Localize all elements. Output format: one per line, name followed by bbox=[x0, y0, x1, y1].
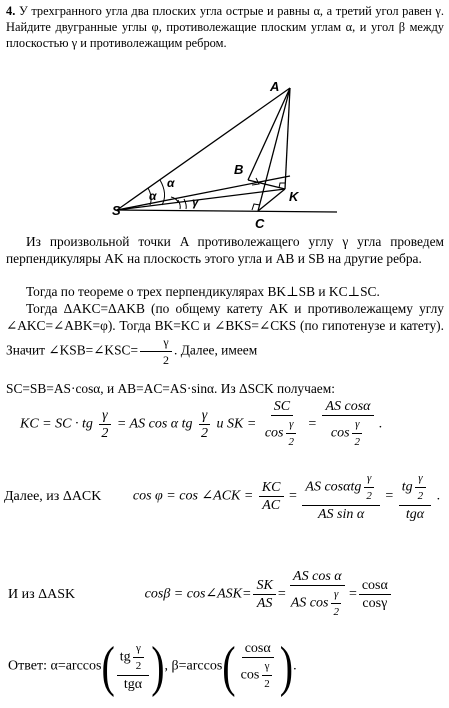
eq2-frac-1-num: KC bbox=[259, 479, 284, 497]
eq1-cos-2: cos bbox=[330, 425, 350, 441]
answer-frac-2-den bbox=[238, 658, 278, 693]
eq1-inner-den: 2 bbox=[288, 436, 294, 448]
eq1-inner-num: γ bbox=[286, 416, 296, 434]
eq1-frac-4-den bbox=[328, 416, 368, 451]
eq2-inner2-den: 2 bbox=[417, 490, 424, 502]
eq2-frac-3 bbox=[399, 470, 431, 523]
answer-frac-1-num bbox=[117, 640, 149, 676]
eq3-frac-2 bbox=[288, 568, 347, 621]
label-gamma: γ bbox=[192, 195, 199, 209]
fraction-gamma-half bbox=[140, 334, 172, 369]
answer-paren-open-2: ( bbox=[222, 634, 236, 698]
solution-paragraph-4: SC=SB=AS·cosα, и AB=AC=AS·sinα. Из ΔSCK получаем: bbox=[6, 381, 335, 396]
eq2-inner2-num: γ bbox=[415, 470, 425, 488]
answer-inner-1-num: γ bbox=[133, 640, 144, 658]
solution-p3-text: Тогда ΔAKC=ΔAKB (по общему катету AK и противолежащему углу ∠AKC=∠ABK=φ). Тогда BK=KC и ∠BKS=∠CKS (по гипотенузе и катету). Значит ∠KSB=∠KSC= bbox=[6, 301, 444, 358]
label-a: A bbox=[270, 79, 280, 94]
eq2-inner-num: γ bbox=[364, 470, 374, 488]
solution-paragraph-2: Тогда по теореме о трех перпендикулярах BK⊥SB и KC⊥SC. bbox=[26, 284, 380, 299]
label-s: S bbox=[112, 203, 121, 218]
eq3-frac-1-den: AS bbox=[256, 596, 273, 611]
eq1-part-b: = AS cos α tg bbox=[116, 416, 193, 432]
eq1-inner2-den: 2 bbox=[354, 436, 361, 448]
eq3-inner-frac bbox=[330, 586, 342, 621]
eq3-frac-1 bbox=[253, 577, 275, 612]
eq1-frac-3-inner bbox=[285, 416, 297, 451]
eq1-frac-2-den: 2 bbox=[201, 426, 209, 441]
answer-inner-2-den: 2 bbox=[264, 678, 270, 690]
answer-lead: Ответ: α=arccos bbox=[8, 658, 102, 674]
problem-statement bbox=[6, 3, 444, 51]
fraction-den: 2 bbox=[163, 353, 170, 367]
answer-paren-close-1: ) bbox=[151, 634, 165, 698]
eq1-frac-3-num: SC bbox=[271, 398, 293, 416]
eq1-equals: = bbox=[307, 416, 317, 432]
trihedral-angle-figure bbox=[0, 75, 449, 235]
answer-inner-1 bbox=[133, 640, 145, 675]
eq2-inner-den: 2 bbox=[366, 490, 372, 502]
label-alpha-1: α bbox=[167, 176, 175, 190]
answer-paren-close-2: ) bbox=[279, 634, 294, 698]
equation-cos-phi: Далее, из ΔACK cos φ = cos ∠ACK = $\frac{KC}{AC}$ = AS cosαtg $\frac{\gamma}{2}$ AS sin α = tg $\frac{\gamma}{2}$ tgα . bbox=[4, 472, 441, 522]
answer-end: . bbox=[293, 658, 297, 674]
answer-inner-1-den: 2 bbox=[135, 660, 142, 672]
label-b: B bbox=[234, 162, 244, 177]
label-alpha-2: α bbox=[149, 189, 157, 203]
eq1-frac-4-inner bbox=[352, 416, 364, 451]
solution-paragraph-3 bbox=[6, 301, 444, 369]
eq3-den-text: AS cos bbox=[290, 595, 329, 611]
eq1-end: . bbox=[379, 416, 383, 432]
answer-frac-2 bbox=[238, 640, 278, 693]
edge-sb bbox=[117, 176, 290, 210]
eq1-frac-1 bbox=[98, 407, 111, 442]
answer bbox=[8, 634, 297, 698]
eq3-frac-3-num: cosα bbox=[359, 577, 391, 595]
equation-cos-beta: И из ΔASK cosβ = cos∠ASK= $\frac{SK}{AS}$ = AS cos α AS cos $\frac{\gamma}{2}$ = $\frac{\cos\alpha}{\cos\gamma}$ bbox=[8, 568, 393, 621]
eq3-frac-2-den bbox=[288, 586, 347, 621]
eq2-frac-3-den: tgα bbox=[405, 507, 425, 522]
label-k: K bbox=[289, 189, 299, 204]
fraction-num: γ bbox=[140, 334, 171, 352]
answer-inner-2 bbox=[261, 658, 273, 693]
eq1-frac-1-num: γ bbox=[99, 407, 111, 425]
eq2-frac-2 bbox=[302, 470, 379, 523]
answer-frac-1 bbox=[117, 640, 149, 693]
eq1-frac-4 bbox=[322, 398, 373, 451]
answer-inner-2-num: γ bbox=[262, 658, 273, 676]
eq1-frac-3-den bbox=[262, 416, 302, 451]
eq1-frac-4-num: AS cosα bbox=[322, 398, 373, 416]
eq1-frac-1-den: 2 bbox=[101, 426, 109, 441]
eq1-frac-2 bbox=[198, 407, 211, 442]
eq2-frac-3-num bbox=[399, 470, 431, 506]
answer-paren-open-1: ( bbox=[101, 634, 115, 698]
eq1-inner2-num: γ bbox=[352, 416, 362, 434]
eq2-frac-1-den: AC bbox=[262, 498, 281, 513]
eq2-lead: Далее, из ΔACK bbox=[4, 488, 102, 504]
solution-p3-end: . Далее, имеем bbox=[174, 342, 258, 358]
eq2-frac-2-num bbox=[302, 470, 379, 506]
eq3-frac-2-num: AS cos α bbox=[290, 568, 345, 586]
answer-frac-1-den: tgα bbox=[123, 677, 143, 692]
eq2-end: . bbox=[436, 488, 441, 504]
eq1-frac-2-num: γ bbox=[199, 407, 211, 425]
eq3-lead: И из ΔASK bbox=[8, 586, 76, 602]
equation-kc-sk bbox=[20, 398, 383, 451]
problem-text: У трехгранного угла два плоских угла острые и равны α, а третий угол равен γ. Найдите двугранные углы φ, противолежащие плоским углам α, и угол β между плоскостью γ и противолежащим ребром. bbox=[6, 4, 444, 50]
eq2-inner-frac-2 bbox=[415, 470, 427, 505]
eq1-part-a: KC = SC · tg bbox=[20, 416, 93, 432]
eq2-tg: tg bbox=[401, 479, 413, 495]
label-c: C bbox=[255, 216, 265, 231]
edge-sc bbox=[117, 210, 337, 212]
answer-mid: , β=arccos bbox=[164, 658, 223, 674]
eq2-frac-2-den: AS sin α bbox=[318, 507, 365, 522]
eq3-inner-den: 2 bbox=[333, 606, 339, 618]
problem-number: 4. bbox=[6, 4, 16, 18]
eq2-num-text: AS cosαtg bbox=[305, 479, 362, 495]
eq1-part-c: и SK = bbox=[216, 416, 257, 432]
eq2-frac-1 bbox=[259, 479, 284, 514]
eq3-inner-num: γ bbox=[331, 586, 341, 604]
eq1-frac-3 bbox=[262, 398, 302, 451]
eq2-inner-frac bbox=[363, 470, 375, 505]
answer-cos: cos bbox=[240, 667, 260, 683]
answer-frac-2-num: cosα bbox=[242, 640, 274, 658]
eq3-frac-3 bbox=[359, 577, 391, 612]
answer-tg: tg bbox=[119, 649, 131, 665]
eq3-frac-1-num: SK bbox=[253, 577, 275, 595]
eq3-frac-3-den: cosγ bbox=[362, 596, 388, 611]
eq2-part-a: cos φ = cos ∠ACK = bbox=[132, 488, 254, 504]
eq3-part-a: cosβ = cos∠ASK= bbox=[144, 586, 252, 602]
eq1-cos: cos bbox=[264, 425, 284, 441]
solution-paragraph-1: Из произвольной точки A противолежащего углу γ угла проведем перпендикуляры AK на плоскость этого угла и AB и SB на другие ребра. bbox=[6, 234, 444, 266]
